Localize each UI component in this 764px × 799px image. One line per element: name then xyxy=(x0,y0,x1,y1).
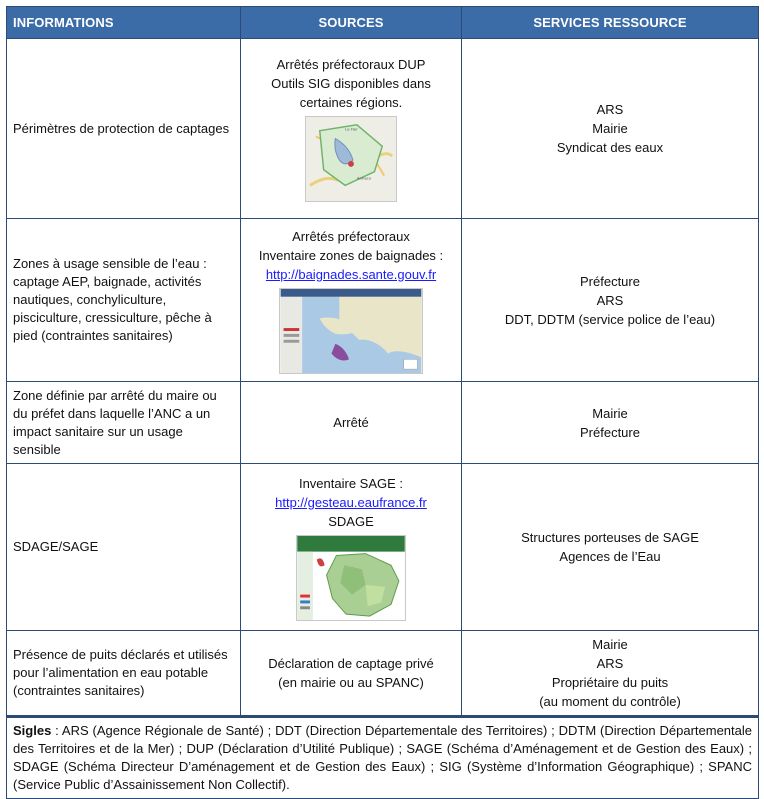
service-line: DDT, DDTM (service police de l’eau) xyxy=(504,311,716,327)
source-line: Inventaire zones de baignades : xyxy=(258,247,444,263)
service-line: ARS xyxy=(596,656,624,671)
sigles-cell xyxy=(7,717,759,799)
service-line: Mairie xyxy=(592,637,628,652)
services-cell xyxy=(462,382,759,464)
sources-cell xyxy=(241,219,462,382)
sources-cell xyxy=(241,631,462,717)
header-sources: SOURCES xyxy=(241,7,462,39)
source-line: SDAGE xyxy=(328,513,374,529)
source-line: Déclaration de captage privé xyxy=(268,656,434,671)
sources-cell xyxy=(241,464,462,631)
header-services: SERVICES RESSOURCE xyxy=(462,7,759,39)
svg-text:Le Fier: Le Fier xyxy=(345,126,358,132)
table-row xyxy=(7,219,759,382)
gesteau-link[interactable]: http://gesteau.eaufrance.fr xyxy=(275,494,427,510)
table-row xyxy=(7,382,759,464)
header-informations: INFORMATIONS xyxy=(7,7,241,39)
service-line: Mairie xyxy=(592,405,628,421)
header-row xyxy=(7,7,759,39)
sources-cell xyxy=(241,39,462,219)
service-line: Agences de l’Eau xyxy=(559,549,661,564)
sigles-row xyxy=(7,717,759,799)
services-cell xyxy=(462,631,759,717)
source-line: Arrêté xyxy=(333,415,369,430)
map-sage-thumbnail xyxy=(296,535,406,621)
services-cell xyxy=(462,39,759,219)
map-captage-thumbnail xyxy=(305,116,397,202)
source-line: Arrêtés préfectoraux xyxy=(292,228,410,244)
service-line: ARS xyxy=(596,102,624,117)
source-line: (en mairie ou au SPANC) xyxy=(278,675,424,690)
info-cell: Zone définie par arrêté du maire ou du préfet dans laquelle l’ANC a un impact sanitaire sur un usage sensible xyxy=(7,382,241,464)
service-line: Préfecture xyxy=(580,424,640,440)
service-line: Mairie xyxy=(592,121,628,136)
source-line: Outils SIG disponibles dans xyxy=(271,76,431,91)
resource-table-container xyxy=(6,6,758,799)
table-row xyxy=(7,631,759,717)
baignades-link[interactable]: http://baignades.sante.gouv.fr xyxy=(265,266,437,282)
resource-table xyxy=(6,6,759,799)
info-cell: Zones à usage sensible de l’eau : captage AEP, baignade, activités nautiques, conchyliculture, pisciculture, cressiculture, pêche à pied (contraintes sanitaires) xyxy=(7,219,241,382)
service-line: Propriétaire du puits xyxy=(551,675,669,690)
info-cell: Périmètres de protection de captages xyxy=(7,39,241,219)
service-line: Syndicat des eaux xyxy=(556,140,664,155)
sigles-text: : ARS (Agence Régionale de Santé) ; DDT (Direction Départementale des Territoires) ; DDTM (Direction Départementale des Territoires et de la Mer) ; DUP (Déclaration d’Utilité Publique) ; SAGE (Schéma d’Aménagement et de Gestion des Eaux) ; SDAGE (Schéma Directeur D’aménagement et de Gestion des Eaux) ; SIG (Système d’Information Géographique) ; SPANC (Service Public d’Assainissement Non Collectif). xyxy=(13,723,752,792)
service-line: ARS xyxy=(596,292,624,308)
service-line: (au moment du contrôle) xyxy=(539,694,681,709)
source-line: Inventaire SAGE : xyxy=(298,475,404,491)
map-baignades-thumbnail xyxy=(279,288,423,374)
services-cell xyxy=(462,219,759,382)
svg-text:Annecy: Annecy xyxy=(356,175,372,181)
table-row xyxy=(7,464,759,631)
table-row xyxy=(7,39,759,219)
sigles-label: Sigles xyxy=(13,723,52,738)
source-line: Arrêtés préfectoraux DUP xyxy=(276,57,426,72)
info-cell: Présence de puits déclarés et utilisés pour l’alimentation en eau potable (contraintes sanitaires) xyxy=(7,631,241,717)
source-line: certaines régions. xyxy=(299,95,403,110)
service-line: Structures porteuses de SAGE xyxy=(521,530,699,545)
services-cell xyxy=(462,464,759,631)
sources-cell xyxy=(241,382,462,464)
service-line: Préfecture xyxy=(580,273,640,289)
info-cell: SDAGE/SAGE xyxy=(7,464,241,631)
